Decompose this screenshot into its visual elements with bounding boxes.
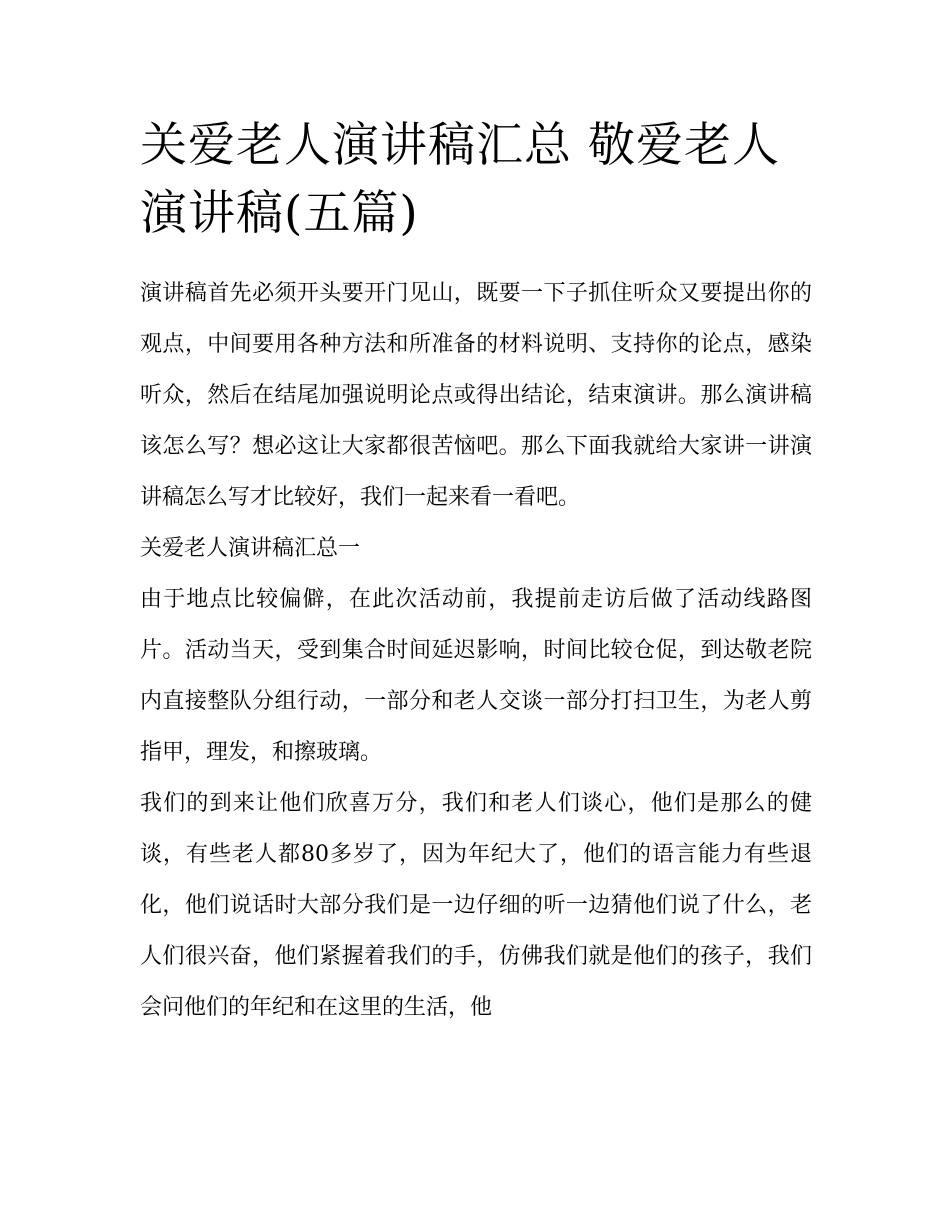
section-heading: 关爱老人演讲稿汇总一 [140, 536, 361, 561]
intro-paragraph: 演讲稿首先必须开头要开门见山，既要一下子抓住听众又要提出你的观点，中间要用各种方法和所准备的材料说明、支持你的论点，感染听众，然后在结尾加强说明论点或得出结论，结束演讲。那么演讲稿该怎么写？想必这让大家都很苦恼吧。那么下面我就给大家讲一讲演讲稿怎么写才比较好，我们一起来看一看吧。 [140, 281, 812, 510]
body-paragraph-2: 我们的到来让他们欣喜万分，我们和老人们谈心，他们是那么的健谈，有些老人都80多岁了，因为年纪大了，他们的语言能力有些退化，他们说话时大部分我们是一边仔细的听一边猜他们说了什么，老人们很兴奋，他们紧握着我们的手，仿佛我们就是他们的孩子，我们会问他们的年纪和在这里的生活，他 [140, 791, 812, 1020]
body-paragraph-1: 由于地点比较偏僻，在此次活动前，我提前走访后做了活动线路图片。活动当天，受到集合时间延迟影响，时间比较仓促，到达敬老院内直接整队分组行动，一部分和老人交谈一部分打扫卫生，为老人剪指甲，理发，和擦玻璃。 [140, 587, 812, 765]
document-body [140, 112, 812, 1033]
document-title: 关爱老人演讲稿汇总 敬爱老人演讲稿(五篇) [140, 118, 780, 241]
